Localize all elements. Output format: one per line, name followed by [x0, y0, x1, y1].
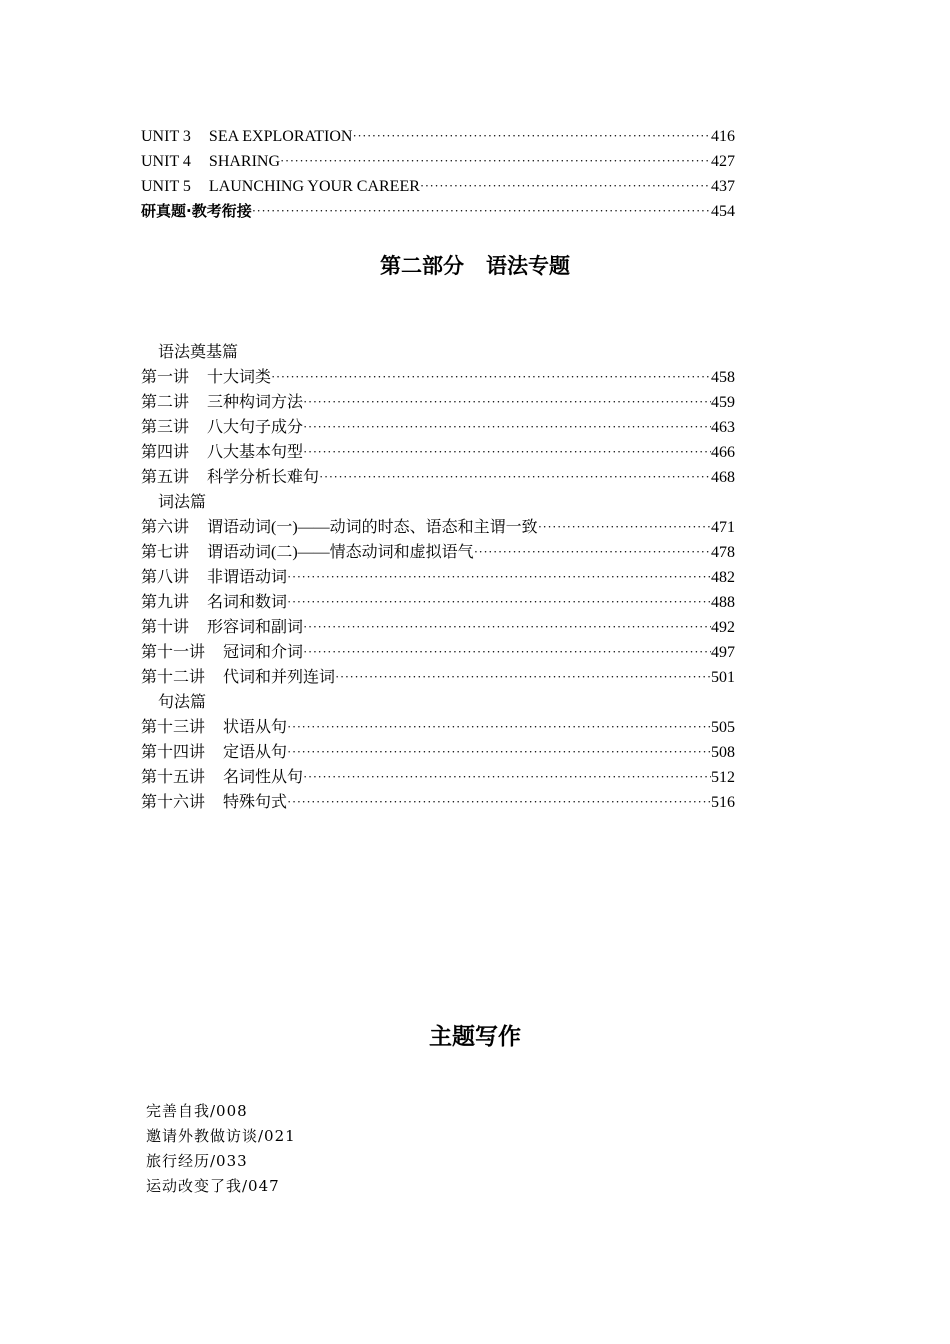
dot-leader: [335, 664, 711, 689]
dot-leader: [303, 439, 711, 464]
toc-entry-lecture13[interactable]: [141, 715, 735, 740]
part2-right: 语法专题: [486, 254, 570, 278]
lecture-label: 第十三讲: [141, 719, 206, 736]
unit-title: SHARING: [208, 153, 281, 170]
toc-entry-lecture7[interactable]: [141, 540, 735, 565]
lecture-title: 定语从句: [223, 744, 288, 761]
lecture-title: 谓语动词(二)——情态动词和虚拟语气: [207, 544, 474, 561]
page-number: 488: [711, 594, 735, 611]
page-number: 463: [711, 419, 735, 436]
page-number: 497: [711, 644, 735, 661]
lecture-title: 特殊句式: [223, 794, 288, 811]
toc-entry-unit5[interactable]: [141, 174, 735, 199]
lecture-title: 状语从句: [223, 719, 288, 736]
unit-label: UNIT 5: [141, 178, 191, 195]
page-number: 508: [711, 744, 735, 761]
lecture-title: 非谓语动词: [207, 569, 288, 586]
toc-entry-lecture15[interactable]: [141, 765, 735, 790]
page-number: 501: [711, 669, 735, 686]
lecture-label: 第五讲: [141, 469, 190, 486]
dot-leader: [252, 198, 711, 223]
lecture-label: 第四讲: [141, 444, 190, 461]
writing-item[interactable]: 完善自我/008: [146, 1102, 248, 1120]
page-number: 437: [711, 178, 735, 195]
section-title: 句法篇: [158, 694, 207, 711]
lecture-label: 第十六讲: [141, 794, 206, 811]
toc-entry-lecture9[interactable]: [141, 590, 735, 615]
writing-list: [146, 1099, 296, 1199]
page-number: 492: [711, 619, 735, 636]
lecture-label: 第一讲: [141, 369, 190, 386]
grammar-toc: [141, 340, 735, 815]
page-number: 478: [711, 544, 735, 561]
page-number: 512: [711, 769, 735, 786]
page-number: 459: [711, 394, 735, 411]
dot-leader: [303, 764, 711, 789]
lecture-title: 十大词类: [207, 369, 272, 386]
lecture-label: 第六讲: [141, 519, 190, 536]
section-title: 语法奠基篇: [158, 344, 239, 361]
lecture-title: 三种构词方法: [207, 394, 304, 411]
page-number: 505: [711, 719, 735, 736]
dot-leader: [319, 464, 711, 489]
writing-heading: 主题写作: [429, 1024, 521, 1050]
lecture-title: 代词和并列连词: [223, 669, 336, 686]
writing-item[interactable]: 旅行经历/033: [146, 1152, 248, 1170]
page-number: 466: [711, 444, 735, 461]
unit-toc: [141, 124, 735, 224]
lecture-label: 第十五讲: [141, 769, 206, 786]
research-label: 研真题·教考衔接: [141, 202, 252, 220]
lecture-label: 第三讲: [141, 419, 190, 436]
lecture-label: 第七讲: [141, 544, 190, 561]
dot-leader: [287, 714, 711, 739]
writing-item[interactable]: 运动改变了我/047: [146, 1177, 280, 1195]
toc-entry-lecture1[interactable]: [141, 365, 735, 390]
page-number: 454: [711, 203, 735, 220]
dot-leader: [287, 589, 711, 614]
writing-item[interactable]: 邀请外教做访谈/021: [146, 1127, 296, 1145]
toc-entry-lecture14[interactable]: [141, 740, 735, 765]
dot-leader: [287, 739, 711, 764]
page-number: 416: [711, 128, 735, 145]
unit-label: UNIT 4: [141, 153, 191, 170]
lecture-title: 形容词和副词: [207, 619, 304, 636]
toc-entry-lecture12[interactable]: [141, 665, 735, 690]
toc-entry-unit4[interactable]: [141, 149, 735, 174]
toc-entry-lecture6[interactable]: [141, 515, 735, 540]
lecture-label: 第十四讲: [141, 744, 206, 761]
page-number: 468: [711, 469, 735, 486]
unit-title: LAUNCHING YOUR CAREER: [208, 178, 420, 195]
toc-entry-unit3[interactable]: [141, 124, 735, 149]
dot-leader: [271, 364, 711, 389]
toc-entry-lecture4[interactable]: [141, 440, 735, 465]
lecture-title: 冠词和介词: [223, 644, 304, 661]
lecture-label: 第十讲: [141, 619, 190, 636]
dot-leader: [420, 173, 711, 198]
lecture-label: 第二讲: [141, 394, 190, 411]
dot-leader: [474, 539, 711, 564]
toc-entry-lecture2[interactable]: [141, 390, 735, 415]
section-title: 词法篇: [158, 494, 207, 511]
toc-entry-lecture3[interactable]: [141, 415, 735, 440]
unit-title: SEA EXPLORATION: [208, 128, 353, 145]
dot-leader: [287, 564, 711, 589]
lecture-title: 八大基本句型: [207, 444, 304, 461]
lecture-title: 科学分析长难句: [207, 469, 320, 486]
dot-leader: [303, 639, 711, 664]
dot-leader: [538, 514, 711, 539]
page-number: 516: [711, 794, 735, 811]
toc-entry-lecture10[interactable]: [141, 615, 735, 640]
lecture-title: 名词和数词: [207, 594, 288, 611]
page-number: 482: [711, 569, 735, 586]
lecture-label: 第十二讲: [141, 669, 206, 686]
unit-label: UNIT 3: [141, 128, 191, 145]
dot-leader: [303, 389, 711, 414]
part2-left: 第二部分: [380, 254, 464, 278]
page-number: 458: [711, 369, 735, 386]
lecture-label: 第九讲: [141, 594, 190, 611]
dot-leader: [303, 614, 711, 639]
lecture-title: 八大句子成分: [207, 419, 304, 436]
lecture-label: 第八讲: [141, 569, 190, 586]
dot-leader: [280, 148, 711, 173]
lecture-title: 谓语动词(一)——动词的时态、语态和主谓一致: [207, 519, 538, 536]
toc-entry-lecture5[interactable]: [141, 465, 735, 490]
toc-entry-lecture11[interactable]: [141, 640, 735, 665]
dot-leader: [352, 123, 711, 148]
dot-leader: [287, 789, 711, 814]
lecture-label: 第十一讲: [141, 644, 206, 661]
toc-entry-research[interactable]: [141, 199, 735, 224]
page-number: 471: [711, 519, 735, 536]
dot-leader: [303, 414, 711, 439]
part2-heading: [0, 250, 950, 280]
lecture-title: 名词性从句: [223, 769, 304, 786]
toc-entry-lecture16[interactable]: [141, 790, 735, 815]
page-number: 427: [711, 153, 735, 170]
toc-entry-lecture8[interactable]: [141, 565, 735, 590]
